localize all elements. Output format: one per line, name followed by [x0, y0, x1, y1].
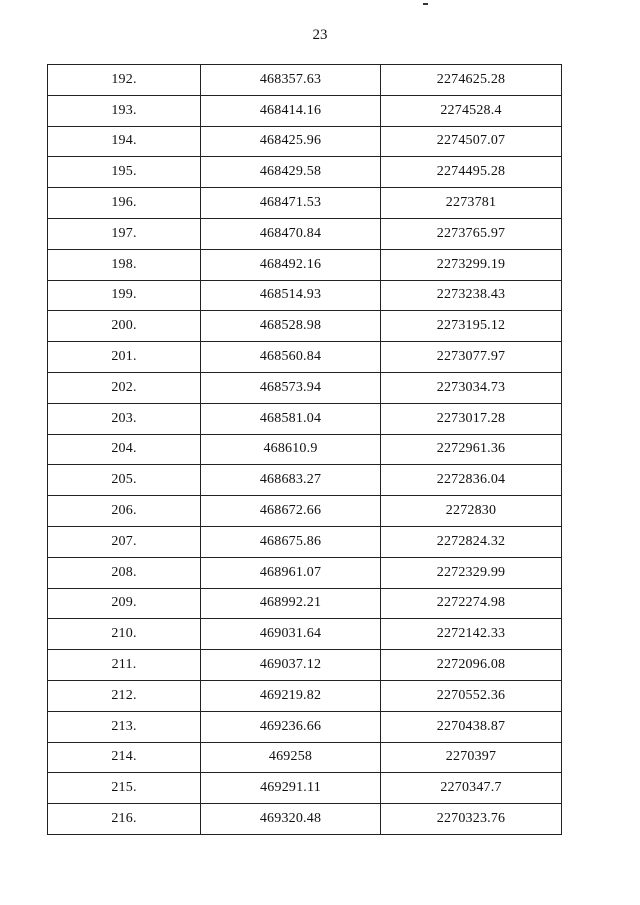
y-coordinate-cell: 2272961.36 [381, 434, 562, 465]
coordinates-table [47, 64, 562, 835]
y-coordinate-cell: 2273765.97 [381, 218, 562, 249]
table-row [48, 372, 562, 403]
point-number-cell: 202. [48, 372, 201, 403]
point-number-cell: 206. [48, 496, 201, 527]
x-coordinate-cell: 468425.96 [201, 126, 381, 157]
table-row [48, 804, 562, 835]
y-coordinate-cell: 2272329.99 [381, 557, 562, 588]
table-row [48, 403, 562, 434]
table-row [48, 95, 562, 126]
y-coordinate-cell: 2274528.4 [381, 95, 562, 126]
point-number-cell: 214. [48, 742, 201, 773]
x-coordinate-cell: 469037.12 [201, 650, 381, 681]
table-row [48, 126, 562, 157]
x-coordinate-cell: 468492.16 [201, 249, 381, 280]
table-row [48, 249, 562, 280]
y-coordinate-cell: 2273017.28 [381, 403, 562, 434]
table-row [48, 342, 562, 373]
point-number-cell: 205. [48, 465, 201, 496]
x-coordinate-cell: 468429.58 [201, 157, 381, 188]
y-coordinate-cell: 2273299.19 [381, 249, 562, 280]
x-coordinate-cell: 469320.48 [201, 804, 381, 835]
point-number-cell: 207. [48, 526, 201, 557]
table-row [48, 526, 562, 557]
point-number-cell: 192. [48, 65, 201, 96]
y-coordinate-cell: 2273195.12 [381, 311, 562, 342]
point-number-cell: 215. [48, 773, 201, 804]
x-coordinate-cell: 468610.9 [201, 434, 381, 465]
x-coordinate-cell: 468514.93 [201, 280, 381, 311]
x-coordinate-cell: 468961.07 [201, 557, 381, 588]
y-coordinate-cell: 2272142.33 [381, 619, 562, 650]
x-coordinate-cell: 468357.63 [201, 65, 381, 96]
y-coordinate-cell: 2272096.08 [381, 650, 562, 681]
table-row [48, 619, 562, 650]
table-row [48, 496, 562, 527]
x-coordinate-cell: 468992.21 [201, 588, 381, 619]
y-coordinate-cell: 2272830 [381, 496, 562, 527]
y-coordinate-cell: 2273781 [381, 188, 562, 219]
point-number-cell: 203. [48, 403, 201, 434]
y-coordinate-cell: 2270347.7 [381, 773, 562, 804]
y-coordinate-cell: 2274495.28 [381, 157, 562, 188]
point-number-cell: 200. [48, 311, 201, 342]
point-number-cell: 212. [48, 680, 201, 711]
table-row [48, 742, 562, 773]
y-coordinate-cell: 2272824.32 [381, 526, 562, 557]
x-coordinate-cell: 468675.86 [201, 526, 381, 557]
table-row [48, 157, 562, 188]
y-coordinate-cell: 2273238.43 [381, 280, 562, 311]
coordinates-table-body [48, 65, 562, 835]
x-coordinate-cell: 468528.98 [201, 311, 381, 342]
y-coordinate-cell: 2270397 [381, 742, 562, 773]
x-coordinate-cell: 468414.16 [201, 95, 381, 126]
y-coordinate-cell: 2272274.98 [381, 588, 562, 619]
point-number-cell: 208. [48, 557, 201, 588]
x-coordinate-cell: 469291.11 [201, 773, 381, 804]
point-number-cell: 213. [48, 711, 201, 742]
x-coordinate-cell: 469236.66 [201, 711, 381, 742]
table-row [48, 711, 562, 742]
y-coordinate-cell: 2272836.04 [381, 465, 562, 496]
y-coordinate-cell: 2274625.28 [381, 65, 562, 96]
point-number-cell: 194. [48, 126, 201, 157]
table-row [48, 650, 562, 681]
y-coordinate-cell: 2270323.76 [381, 804, 562, 835]
point-number-cell: 201. [48, 342, 201, 373]
x-coordinate-cell: 468581.04 [201, 403, 381, 434]
y-coordinate-cell: 2270552.36 [381, 680, 562, 711]
table-row [48, 465, 562, 496]
point-number-cell: 211. [48, 650, 201, 681]
page-number: 23 [312, 27, 328, 43]
table-row [48, 218, 562, 249]
point-number-cell: 198. [48, 249, 201, 280]
table-row [48, 773, 562, 804]
table-row [48, 280, 562, 311]
table-row [48, 680, 562, 711]
point-number-cell: 209. [48, 588, 201, 619]
table-row [48, 188, 562, 219]
table-row [48, 65, 562, 96]
table-row [48, 588, 562, 619]
point-number-cell: 210. [48, 619, 201, 650]
point-number-cell: 204. [48, 434, 201, 465]
point-number-cell: 197. [48, 218, 201, 249]
y-coordinate-cell: 2273077.97 [381, 342, 562, 373]
point-number-cell: 196. [48, 188, 201, 219]
x-coordinate-cell: 469258 [201, 742, 381, 773]
x-coordinate-cell: 468672.66 [201, 496, 381, 527]
x-coordinate-cell: 468573.94 [201, 372, 381, 403]
y-coordinate-cell: 2273034.73 [381, 372, 562, 403]
point-number-cell: 216. [48, 804, 201, 835]
point-number-cell: 193. [48, 95, 201, 126]
x-coordinate-cell: 469219.82 [201, 680, 381, 711]
table-row [48, 311, 562, 342]
x-coordinate-cell: 468470.84 [201, 218, 381, 249]
point-number-cell: 195. [48, 157, 201, 188]
y-coordinate-cell: 2274507.07 [381, 126, 562, 157]
point-number-cell: 199. [48, 280, 201, 311]
x-coordinate-cell: 468560.84 [201, 342, 381, 373]
x-coordinate-cell: 468683.27 [201, 465, 381, 496]
table-row [48, 557, 562, 588]
x-coordinate-cell: 469031.64 [201, 619, 381, 650]
y-coordinate-cell: 2270438.87 [381, 711, 562, 742]
x-coordinate-cell: 468471.53 [201, 188, 381, 219]
table-row [48, 434, 562, 465]
scan-mark [423, 3, 428, 5]
